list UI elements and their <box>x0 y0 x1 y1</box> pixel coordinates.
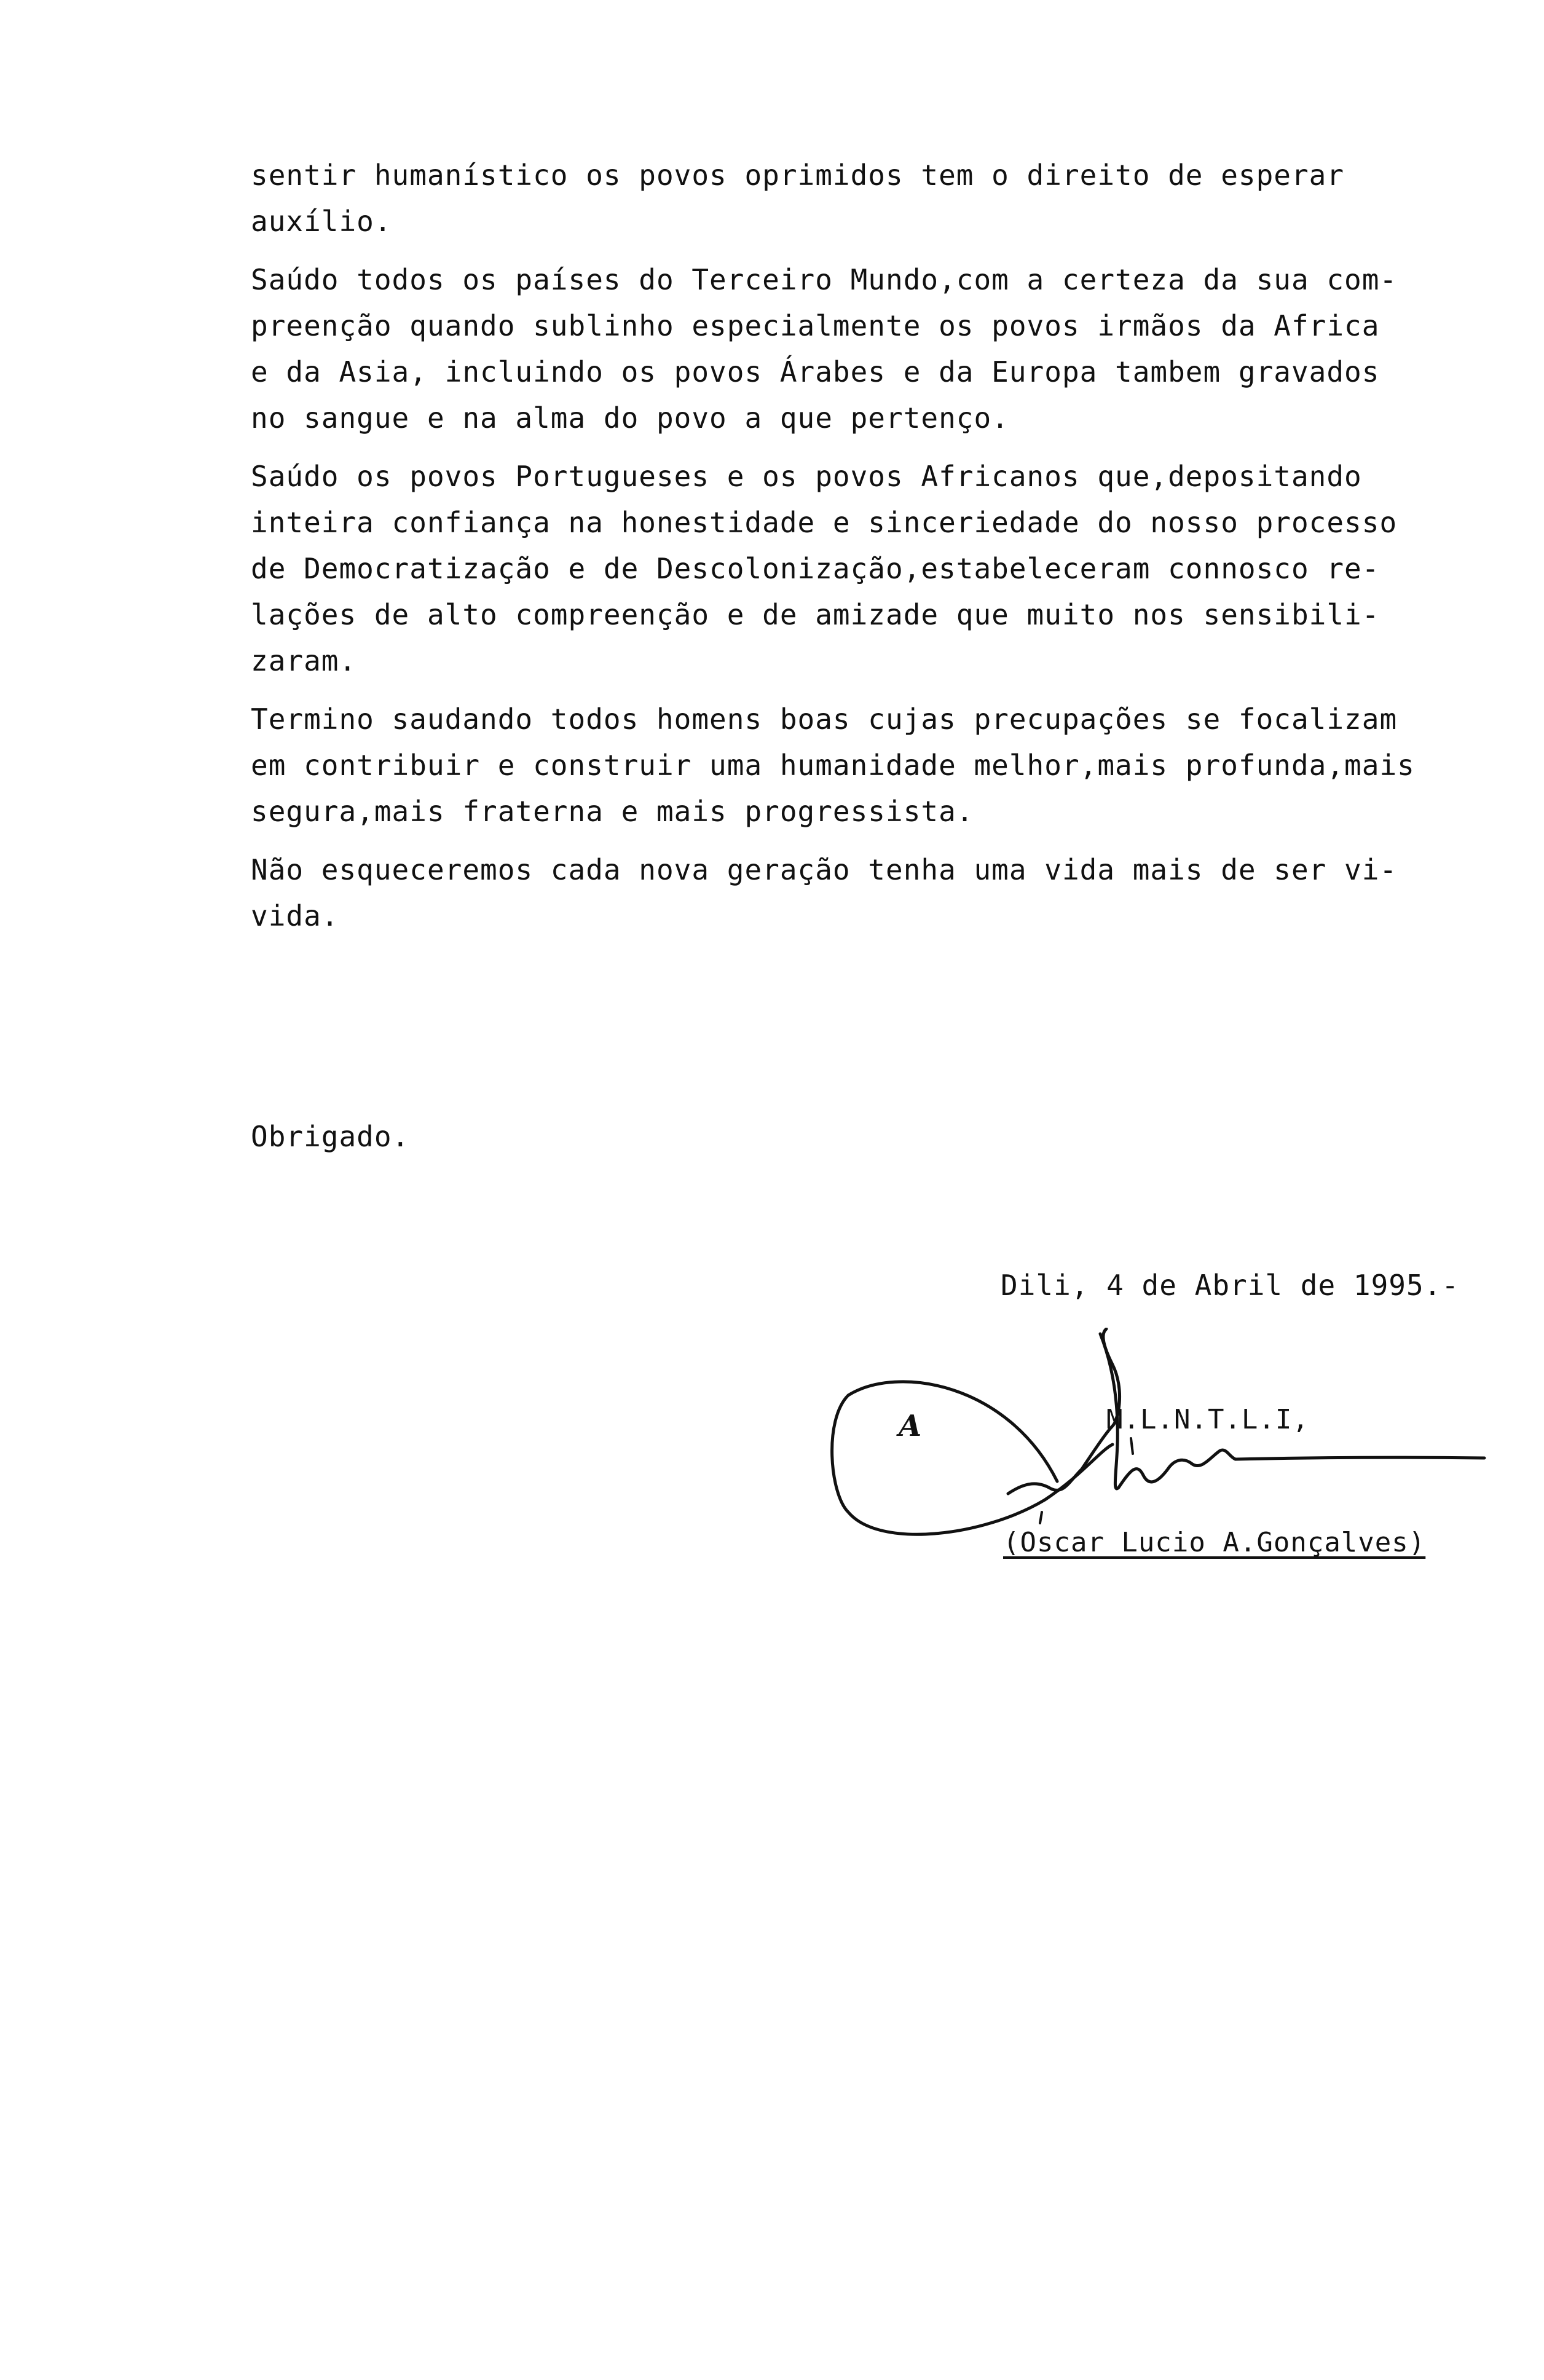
text-line: auxílio. <box>251 205 392 238</box>
closing-salutation: Obrigado. <box>251 1120 410 1153</box>
text-line: Não esqueceremos cada nova geração tenha uma vida mais de ser vi- <box>251 853 1398 886</box>
text-line: no sangue e na alma do povo a que pertenço. <box>251 401 1009 435</box>
text-line: Saúdo os povos Portugueses e os povos Africanos que,depositando <box>251 460 1362 493</box>
text-line: e da Asia, incluindo os povos Árabes e da Europa tambem gravados <box>251 355 1380 388</box>
text-line: segura,mais fraterna e mais progressista. <box>251 795 974 828</box>
signer-name: (Oscar Lucio A.Gonçalves) <box>1003 1527 1426 1558</box>
signature-loop-stroke <box>832 1382 1113 1534</box>
text-line: Termino saudando todos homens boas cujas precupações se focalizam <box>251 703 1398 736</box>
paragraph-3 <box>251 454 1455 684</box>
paragraph-4 <box>251 696 1455 835</box>
text-line: zaram. <box>251 644 357 677</box>
organization-acronym: M.L.N.T.L.I, <box>1106 1404 1309 1435</box>
signature-line-stroke <box>1235 1457 1484 1459</box>
text-line: inteira confiança na honestidade e sinceriedade do nosso processo <box>251 506 1398 539</box>
signature-tick-stroke <box>1040 1512 1042 1523</box>
text-line: Saúdo todos os países do Terceiro Mundo,com a certeza da sua com- <box>251 263 1398 296</box>
dateline: Dili, 4 de Abril de 1995.- <box>1001 1269 1460 1302</box>
text-line: em contribuir e construir uma humanidade melhor,mais profunda,mais <box>251 749 1415 782</box>
text-line: vida. <box>251 899 339 932</box>
signature-tick-stroke <box>1131 1438 1133 1454</box>
paragraph-2 <box>251 257 1455 441</box>
paragraph-5 <box>251 847 1455 939</box>
text-line: preenção quando sublinho especialmente os povos irmãos da Africa <box>251 309 1380 342</box>
paragraph-1 <box>251 152 1455 245</box>
letter-body <box>251 152 1455 952</box>
text-line: de Democratização e de Descolonização,estabeleceram connosco re- <box>251 552 1380 585</box>
signature-flourish-stroke <box>1008 1329 1120 1494</box>
signature-initial: A <box>899 1409 922 1443</box>
text-line: sentir humanístico os povos oprimidos tem o direito de esperar <box>251 159 1345 192</box>
text-line: lações de alto compreenção e de amizade que muito nos sensibili- <box>251 598 1380 631</box>
